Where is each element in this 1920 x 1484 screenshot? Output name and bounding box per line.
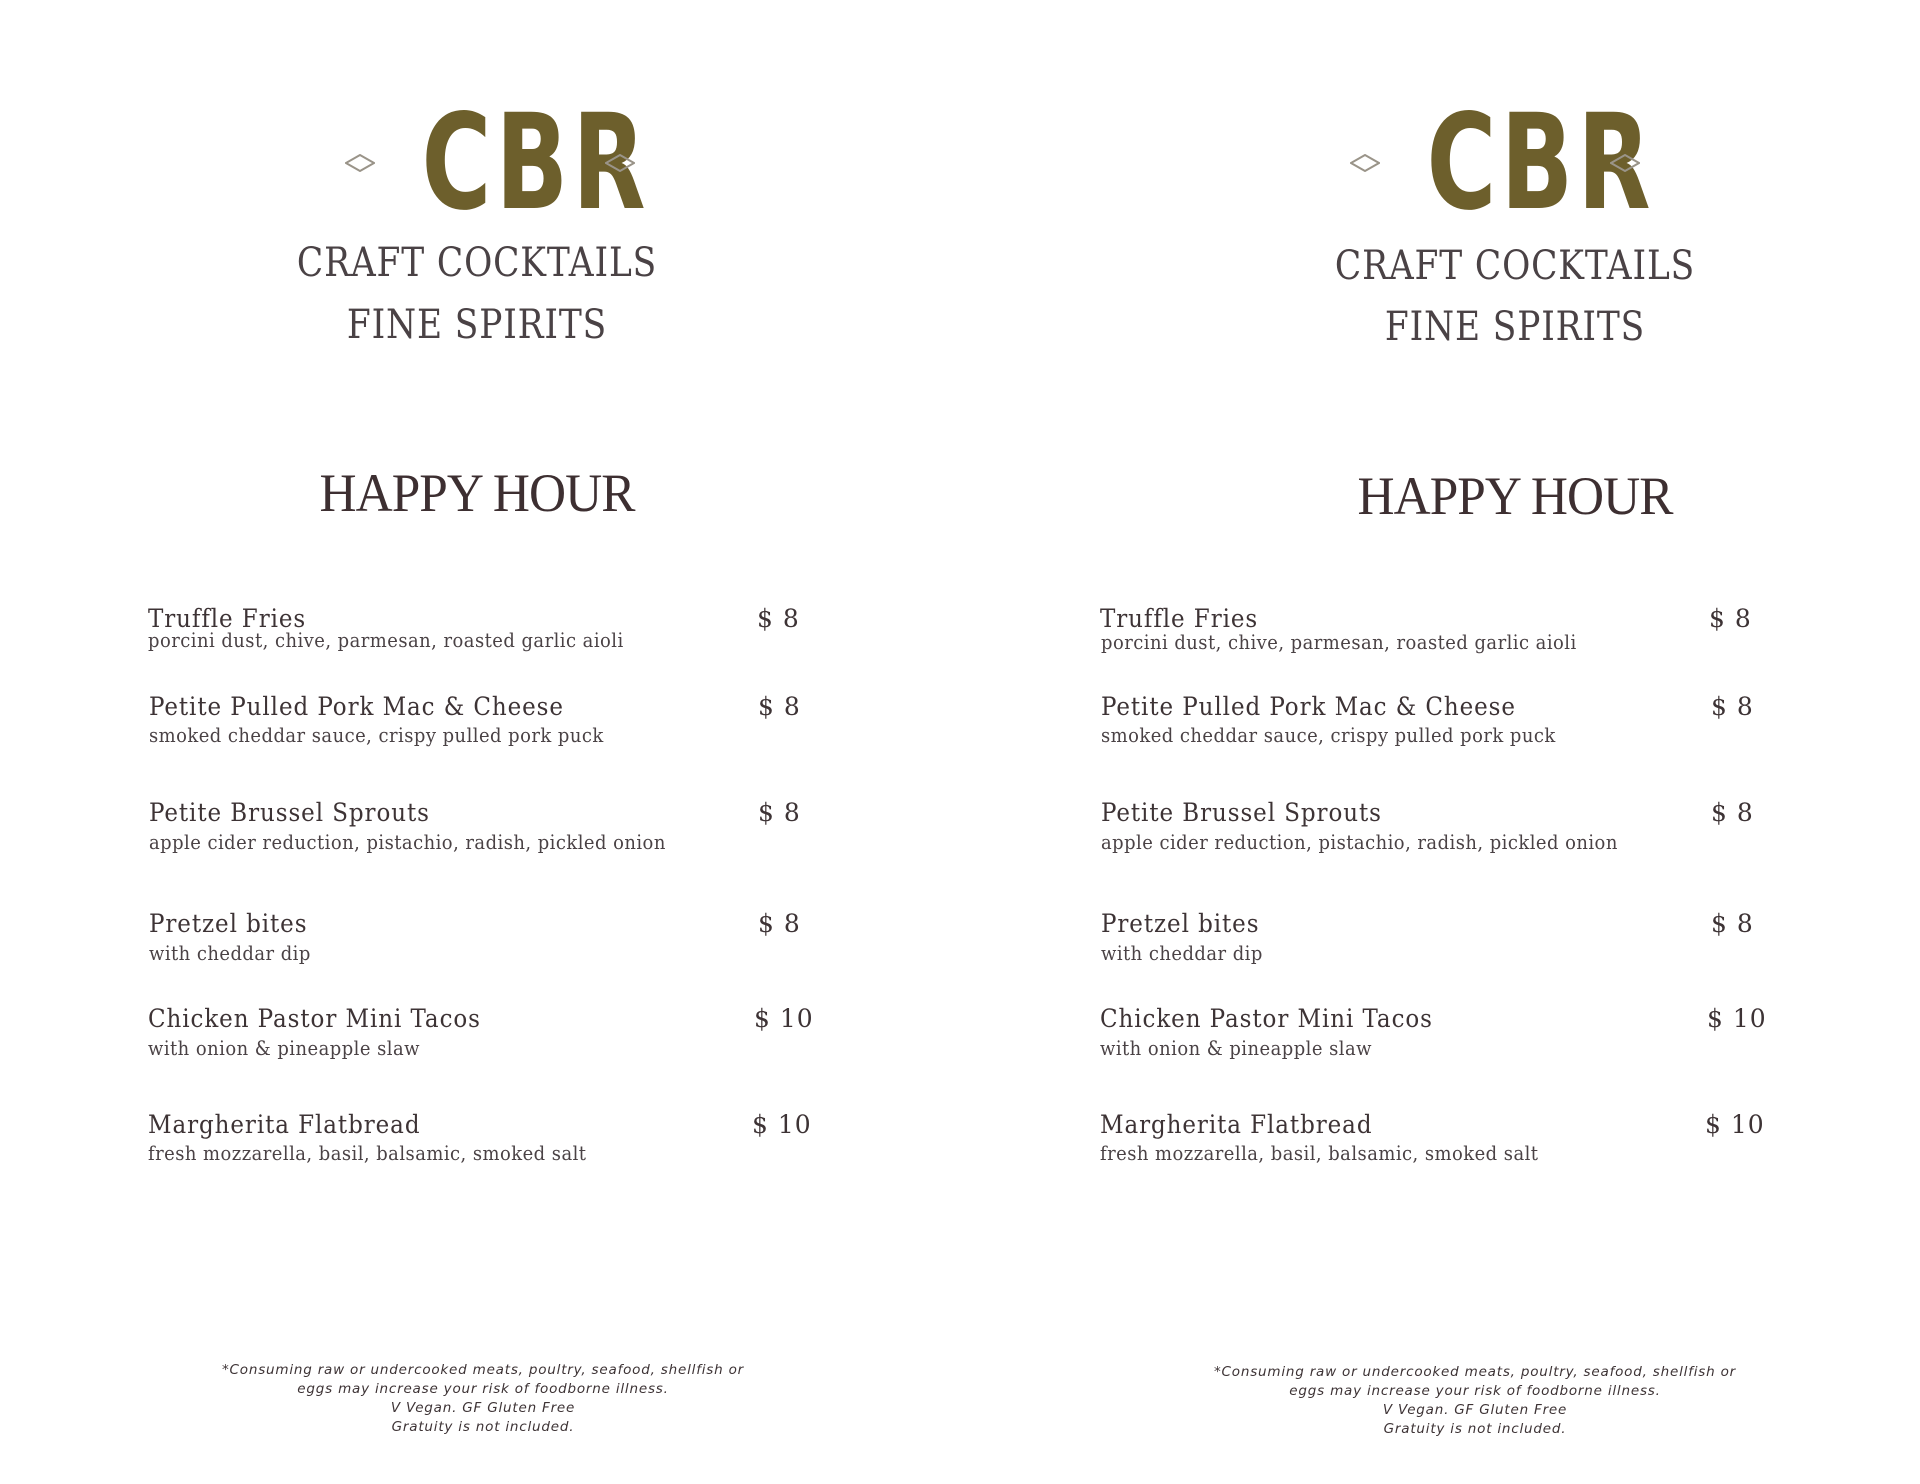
item-price: $ 8	[758, 798, 801, 827]
item-description: porcini dust, chive, parmesan, roasted garlic aioli	[1101, 631, 1577, 654]
item-price: $ 8	[1711, 798, 1754, 827]
item-name: Margherita Flatbread	[1100, 1110, 1373, 1139]
diamond-ornament-icon	[1350, 154, 1380, 172]
item-description: fresh mozzarella, basil, balsamic, smoked salt	[148, 1142, 587, 1165]
item-description: smoked cheddar sauce, crispy pulled pork puck	[1101, 724, 1556, 747]
item-name: Petite Brussel Sprouts	[149, 798, 430, 827]
footer-line: Gratuity is not included.	[1383, 1421, 1567, 1437]
item-name: Margherita Flatbread	[148, 1110, 421, 1139]
footer-line: eggs may increase your risk of foodborne illness.	[297, 1381, 669, 1397]
item-name: Petite Pulled Pork Mac & Cheese	[149, 692, 564, 721]
item-name: Petite Brussel Sprouts	[1101, 798, 1382, 827]
logo-text: CBR	[421, 86, 650, 240]
tagline-line-2: FINE SPIRITS	[346, 302, 608, 348]
tagline-line-1: CRAFT COCKTAILS	[1334, 243, 1696, 289]
diamond-ornament-icon	[345, 154, 375, 172]
item-description: apple cider reduction, pistachio, radish, pickled onion	[149, 831, 666, 854]
item-name: Chicken Pastor Mini Tacos	[1100, 1004, 1433, 1033]
logo-text: CBR	[1426, 86, 1655, 240]
diamond-ornament-icon	[605, 154, 635, 172]
item-price: $ 10	[1707, 1004, 1767, 1033]
item-price: $ 8	[757, 604, 800, 633]
item-description: apple cider reduction, pistachio, radish, pickled onion	[1101, 831, 1618, 854]
menu-title: HAPPY HOUR	[1357, 466, 1673, 526]
item-description: with cheddar dip	[149, 942, 311, 965]
menu-panel-right	[960, 0, 1920, 1484]
item-price: $ 8	[758, 909, 801, 938]
item-price: $ 8	[1709, 604, 1752, 633]
item-name: Chicken Pastor Mini Tacos	[148, 1004, 481, 1033]
item-description: with onion & pineapple slaw	[148, 1037, 420, 1060]
item-price: $ 8	[1711, 909, 1754, 938]
item-price: $ 8	[1711, 692, 1754, 721]
item-name: Truffle Fries	[148, 604, 307, 633]
footer-line: Gratuity is not included.	[391, 1419, 575, 1435]
footer-line: V Vegan. GF Gluten Free	[390, 1400, 576, 1416]
item-price: $ 10	[754, 1004, 814, 1033]
menu-title: HAPPY HOUR	[319, 463, 635, 523]
item-name: Petite Pulled Pork Mac & Cheese	[1101, 692, 1516, 721]
logo	[1350, 86, 1655, 240]
footer-line: eggs may increase your risk of foodborne illness.	[1289, 1383, 1661, 1399]
footer-line: *Consuming raw or undercooked meats, poultry, seafood, shellfish or	[1214, 1364, 1736, 1380]
item-name: Pretzel bites	[1101, 909, 1260, 938]
item-description: fresh mozzarella, basil, balsamic, smoked salt	[1100, 1142, 1539, 1165]
item-name: Truffle Fries	[1100, 604, 1259, 633]
item-price: $ 10	[1705, 1110, 1765, 1139]
logo	[345, 86, 650, 240]
tagline-line-2: FINE SPIRITS	[1384, 304, 1646, 350]
tagline-line-1: CRAFT COCKTAILS	[296, 240, 658, 286]
footer-line: V Vegan. GF Gluten Free	[1382, 1402, 1568, 1418]
item-description: smoked cheddar sauce, crispy pulled pork puck	[149, 724, 604, 747]
item-name: Pretzel bites	[149, 909, 308, 938]
item-description: with cheddar dip	[1101, 942, 1263, 965]
item-price: $ 10	[752, 1110, 812, 1139]
footer-line: *Consuming raw or undercooked meats, poultry, seafood, shellfish or	[222, 1362, 744, 1378]
item-price: $ 8	[758, 692, 801, 721]
item-description: with onion & pineapple slaw	[1100, 1037, 1372, 1060]
diamond-ornament-icon	[1610, 154, 1640, 172]
item-description: porcini dust, chive, parmesan, roasted garlic aioli	[148, 629, 624, 652]
